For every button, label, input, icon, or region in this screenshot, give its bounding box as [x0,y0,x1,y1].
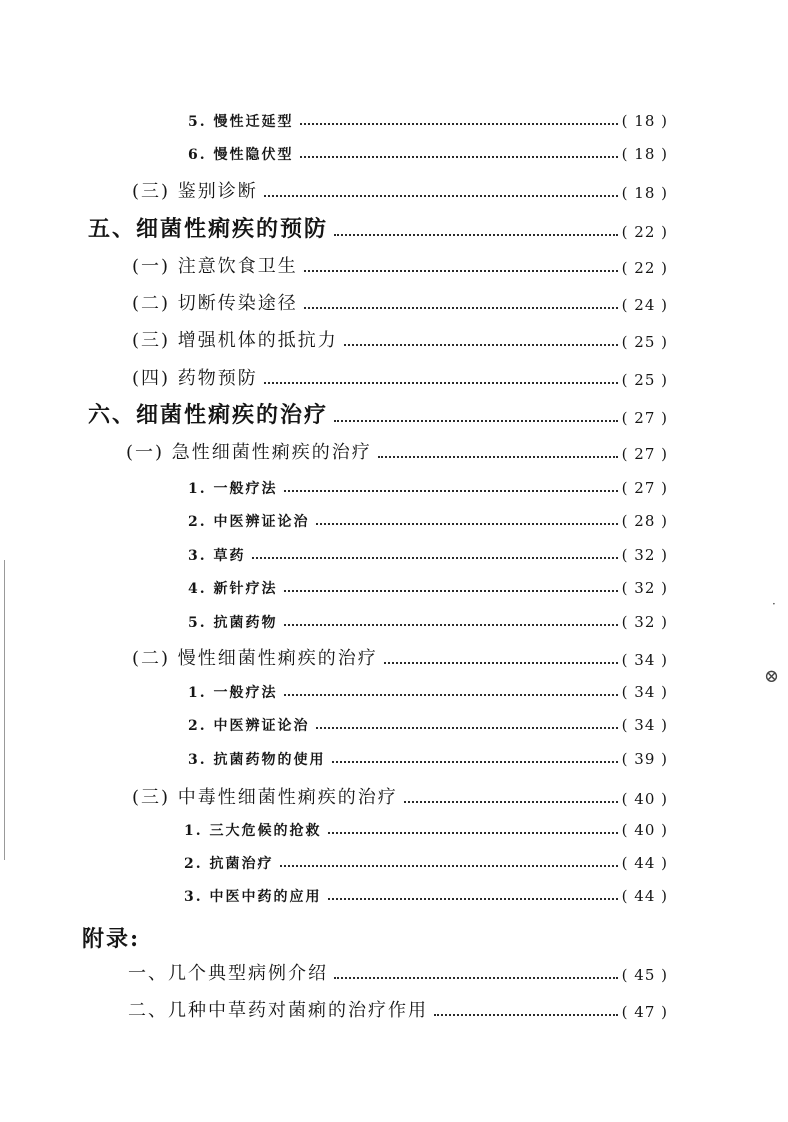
toc-entry-7 [132,370,668,388]
dot-leader [300,123,618,125]
toc-entry-page-number: ( 18 ) [621,145,668,163]
toc-entry-title: 1. 一般疗法 [188,685,278,701]
toc-entry-page-number: ( 22 ) [621,259,668,277]
dot-leader [316,523,618,525]
toc-entry-page-number: ( 18 ) [621,112,668,130]
toc-entry-6 [132,332,668,350]
dot-leader [332,761,618,763]
dot-leader [304,270,618,272]
toc-entry-title: 5. 抗菌药物 [188,615,278,631]
toc-entry-2 [132,183,668,201]
dot-leader [264,195,618,197]
toc-entry-22 [184,889,668,904]
toc-entry-title: (三) 鉴别诊断 [132,181,258,202]
toc-entry-page-number: ( 34 ) [621,683,668,701]
toc-entry-9 [126,444,668,462]
toc-entry-8 [88,404,668,426]
dot-leader [378,456,618,458]
toc-entry-page-number: ( 27 ) [621,479,668,497]
toc-entry-page-number: ( 34 ) [621,716,668,734]
toc-entry-0 [188,114,668,129]
appendix-entry-title: 一、几个典型病例介绍 [128,963,328,984]
toc-entry-page-number: ( 40 ) [621,790,668,808]
toc-entry-page-number: ( 28 ) [621,512,668,530]
dot-leader [300,156,618,158]
toc-entry-page-number: ( 34 ) [621,651,668,669]
toc-entry-title: (一) 注意饮食卫生 [132,256,298,277]
dot-leader [316,727,618,729]
toc-entry-14 [188,615,668,630]
dot-leader [264,382,618,384]
toc-entry-page-number: ( 25 ) [621,371,668,389]
appendix-entry-title: 二、几种中草药对菌痢的治疗作用 [128,1000,428,1021]
toc-entry-title: 3. 草药 [188,548,246,564]
dot-leader [334,977,618,979]
dot-leader [328,898,618,900]
appendix-entry-page-number: ( 45 ) [621,966,668,984]
toc-entry-page-number: ( 32 ) [621,546,668,564]
toc-entry-title: 3. 中医中药的应用 [184,889,322,905]
toc-entry-title: 五、细菌性痢疾的预防 [88,216,329,242]
toc-entry-page-number: ( 22 ) [621,223,668,241]
toc-entry-title: 2. 抗菌治疗 [184,856,274,872]
toc-entry-20 [184,823,668,838]
toc-entry-17 [188,718,668,733]
toc-entry-title: (三) 中毒性细菌性痢疾的治疗 [132,787,398,808]
toc-entry-page-number: ( 32 ) [621,613,668,631]
toc-entry-page-number: ( 27 ) [621,445,668,463]
toc-entry-title: (二) 切断传染途径 [132,293,298,314]
toc-entry-18 [188,752,668,767]
dot-leader [280,865,618,867]
toc-entry-15 [132,650,668,668]
toc-entry-page-number: ( 24 ) [621,296,668,314]
toc-entry-title: 1. 三大危候的抢救 [184,823,322,839]
toc-entry-title: 1. 一般疗法 [188,481,278,497]
appendix-entry-page-number: ( 47 ) [621,1003,668,1021]
toc-entry-page-number: ( 39 ) [621,750,668,768]
toc-entry-12 [188,548,668,563]
toc-entry-16 [188,685,668,700]
scan-edge-line [4,560,5,860]
toc-entry-11 [188,514,668,529]
toc-entry-page-number: ( 18 ) [621,184,668,202]
toc-entry-page-number: ( 40 ) [621,821,668,839]
toc-entry-title: 3. 抗菌药物的使用 [188,752,326,768]
dot-leader [284,490,618,492]
dot-leader [252,557,618,559]
dot-leader [328,832,618,834]
toc-entry-title: (三) 增强机体的抵抗力 [132,330,338,351]
toc-entry-13 [188,581,668,596]
toc-entry-4 [132,258,668,276]
appendix-entry-0 [128,965,668,983]
dot-leader [334,234,618,236]
toc-entry-10 [188,481,668,496]
dot-leader [344,344,618,346]
dot-leader [284,590,618,592]
dot-leader [304,307,618,309]
appendix-heading: 附录: [82,926,141,952]
toc-entry-title: (二) 慢性细菌性痢疾的治疗 [132,648,378,669]
toc-entry-page-number: ( 25 ) [621,333,668,351]
toc-entry-title: (一) 急性细菌性痢疾的治疗 [126,442,372,463]
toc-entry-page-number: ( 44 ) [621,854,668,872]
dot-leader [284,694,618,696]
dot-leader [284,624,618,626]
toc-entry-3 [88,218,668,240]
toc-entry-title: 2. 中医辨证论治 [188,514,310,530]
dot-leader [384,662,618,664]
toc-entry-title: 5. 慢性迁延型 [188,114,294,130]
toc-entry-title: 六、细菌性痢疾的治疗 [88,402,329,428]
toc-entry-title: 2. 中医辨证论治 [188,718,310,734]
toc-entry-5 [132,295,668,313]
toc-entry-1 [188,147,668,162]
dot-leader [404,801,618,803]
toc-entry-page-number: ( 44 ) [621,887,668,905]
toc-entry-21 [184,856,668,871]
toc-entry-title: 4. 新针疗法 [188,581,278,597]
toc-entry-title: 6. 慢性隐伏型 [188,147,294,163]
dot-leader [334,420,618,422]
toc-entry-19 [132,789,668,807]
toc-entry-page-number: ( 27 ) [621,409,668,427]
toc-entry-page-number: ( 32 ) [621,579,668,597]
toc-entry-title: (四) 药物预防 [132,368,258,389]
dot-leader [434,1014,618,1016]
appendix-entry-1 [128,1002,668,1020]
margin-dot-mark: · [772,597,776,611]
margin-circle-mark: ⊗ [764,666,780,687]
